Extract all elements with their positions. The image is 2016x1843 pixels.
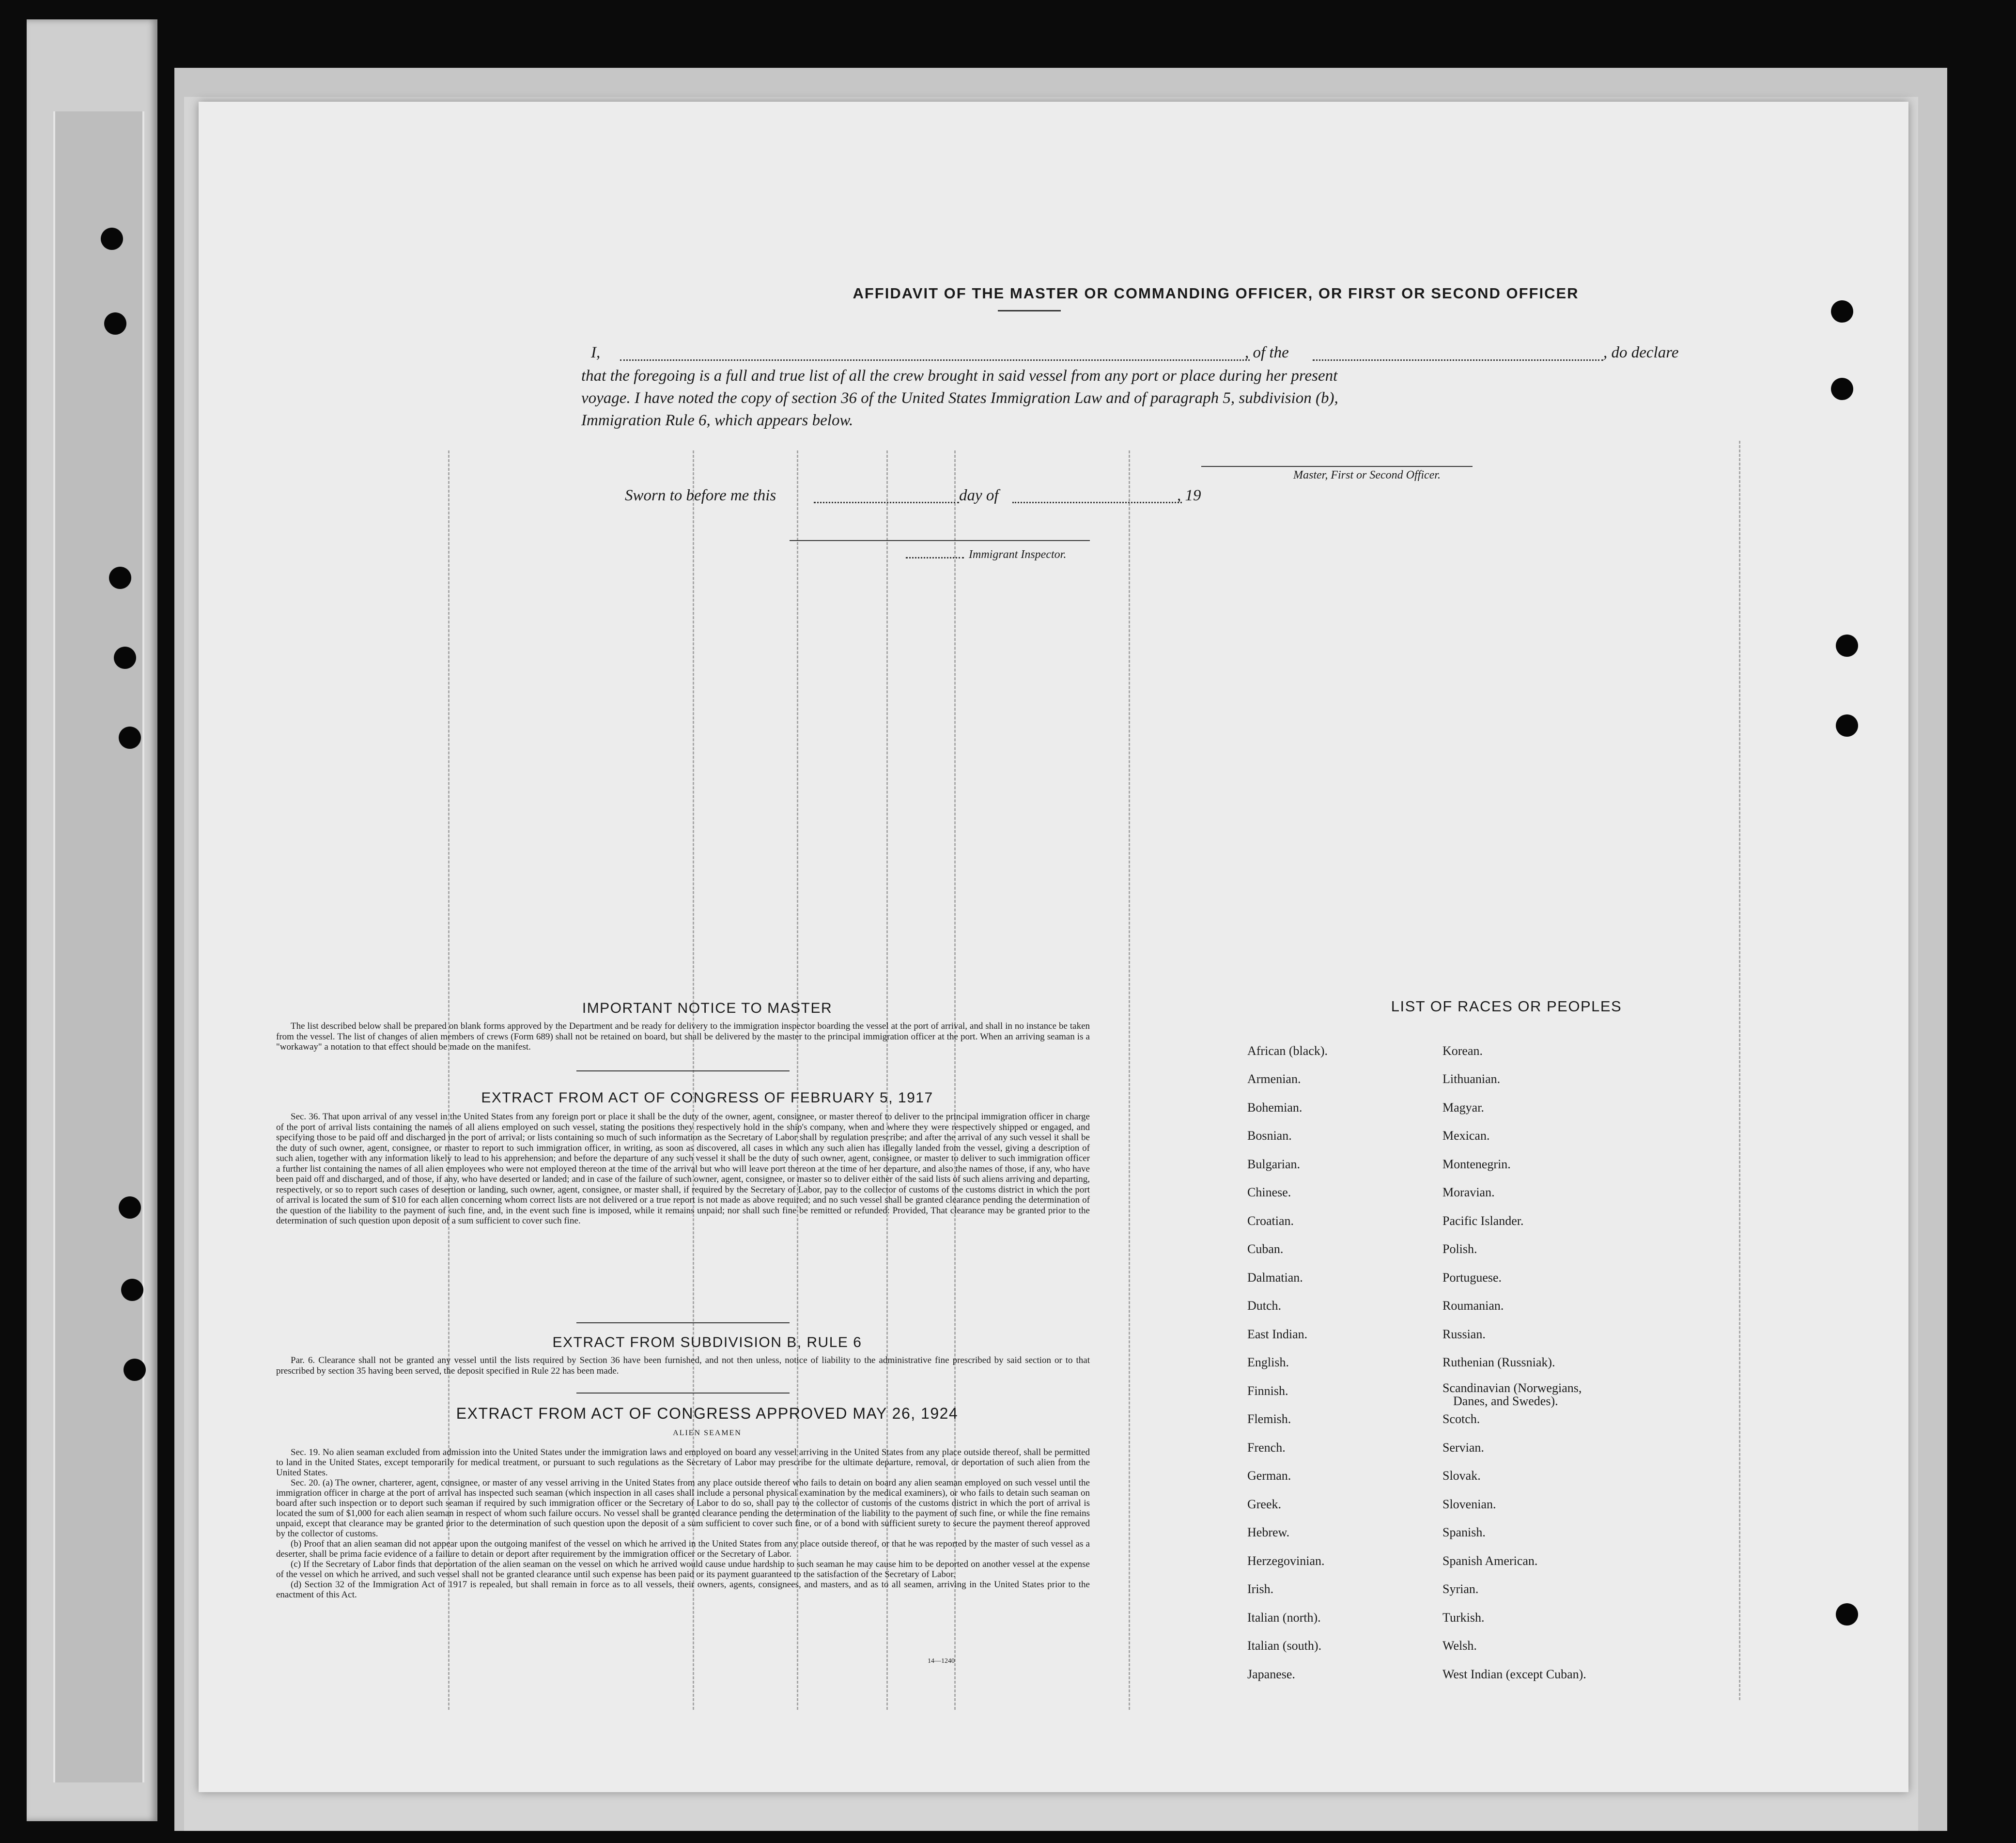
race-item: Scotch. [1442,1412,1480,1426]
signature-caption: Master, First or Second Officer. [1293,469,1441,481]
race-item: Cuban. [1247,1242,1284,1256]
affidavit-line-1-end: , do declare [1603,344,1679,361]
extract-1924-paragraph: (d) Section 32 of the Immigration Act of 1917 is repealed, but shall remain in force as to all vessels, their owners, agents, consignees, and masters, and as to all seamen, arriving in the United States prior to the enactment of this Act. [276,1580,1090,1600]
extract-rule6-paragraph: Par. 6. Clearance shall not be granted any vessel until the lists required by Section 36 have been furnished, and not then unless, notice of liability to the administrative fine prescribed by said section or to that prescribed by section 35 having been served, the deposit specified in Rule 22 has been made. [276,1355,1090,1376]
race-item: German. [1247,1469,1291,1483]
extract-1917-heading: EXTRACT FROM ACT OF CONGRESS OF FEBRUARY 5, 1917 [481,1090,933,1106]
binder-hole [1831,300,1853,323]
binder-hole [121,1279,143,1301]
binder-hole [124,1359,146,1381]
binder-hole [1836,635,1858,657]
race-item: Turkish. [1442,1611,1485,1625]
race-item: Italian (north). [1247,1611,1321,1625]
sworn-month-blank [1012,502,1182,503]
binder-hole [119,1196,141,1219]
extract-1917-paragraph: Sec. 36. That upon arrival of any vessel in the United States from any foreign port or place it shall be the duty of the owner, agent, consignee, or master thereof to deliver to the principal immigration officer in charge of the port of arrival lists containing the names of all aliens employed on such vessel, stating the positions they respectively hold in the ship's company, when and where they were respectively shipped or engaged, and specifying those to be paid off and discharged in the port of arrival; or lists containing so much of such information as the Secretary of Labor shall by regulation prescribe; and after the arrival of any such vessel it shall be the duty of such owner, agent, consignee, or master to report to such immigration officer, in writing, as soon as discovered, all cases in which any such alien has illegally landed from the vessel, giving a description of such alien, together with any information likely to lead to his apprehension; and before the departure of any such vessel it shall be the duty of such owner, agent, consignee, or master to deliver to such immigration officer a further list containing the names of all alien employees who were not employed thereon at the time of the arrival but who will leave port thereon at the time of her departure, and also the names of those, if any, who have been paid off and discharged, and of those, if any, who have deserted or landed; and in case of the failure of such owner, agent, consignee, or master so to deliver either of the said lists of such aliens arriving and departing, respectively, or so to report such cases of desertion or landing, such owner, agent, consignee, or master shall, if required by the Secretary of Labor, pay to the collector of customs of the customs district in which the port of arrival is located the sum of $10 for each alien concerning whom correct lists are not delivered or a true report is not made as above required; and no such vessel shall be granted clearance pending the determination of the question of the liability to the payment of such fine, and, in the event such fine is imposed, while it remains unpaid; nor shall such fine be remitted or refunded: Provided, That clearance may be granted prior to the determination of such question upon deposit of a sum sufficient to cover such fine. [276,1112,1090,1226]
binder-hole [109,567,131,589]
binder-hole [1831,378,1853,400]
notice-heading: IMPORTANT NOTICE TO MASTER [582,1000,833,1016]
left-binding-edge [53,111,144,1782]
sworn-day-blank [814,502,959,503]
race-item: Greek. [1247,1497,1282,1511]
race-item: Moravian. [1442,1185,1495,1199]
race-item: Pacific Islander. [1442,1214,1524,1228]
race-item: Japanese. [1247,1667,1295,1681]
affidavit-line-3: voyage. I have noted the copy of section 36 of the United States Immigration Law and of paragraph 5, subdivision (b), [581,389,1338,407]
title-underline [998,310,1061,311]
race-item: Welsh. [1442,1639,1477,1653]
race-item: Ruthenian (Russniak). [1442,1355,1555,1369]
extract-1924-paragraph: Sec. 20. (a) The owner, charterer, agent, consignee, or master of any vessel arriving in the United States from any place outside thereof who fails to detain on board any alien seaman employed on such vessel until the immigration officer in charge at the port of arrival has inspected such seaman (which inspection in all cases shall include a personal physical examination by the medical examiners), or who fails to detain such seaman on board after such inspection or to deport such seaman if required by such immigration officer or the Secretary of Labor to do so, shall pay to the collector of customs of the customs district in which the port of arrival is located the sum of $1,000 for each alien seaman in respect of whom such failure occurs. No vessel shall be granted clearance pending the determination of the liability to the payment of such fine, or while the fine remains unpaid, except that clearance may be granted prior to the determination of such question upon the deposit of a sum sufficient to cover such fine, or of a bond with sufficient surety to secure the payment thereof approved by the collector of customs. [276,1478,1090,1539]
race-item: Dutch. [1247,1299,1282,1313]
binder-hole [119,727,141,749]
extract-1924-paragraph: (b) Proof that an alien seaman did not appear upon the outgoing manifest of the vessel on which he arrived in the United States from any place outside thereof, or that he was reported by the master of such vessel as a deserter, shall be prima facie evidence of a failure to detain or deport after requirement by the immigration officer or the Secretary of Labor. [276,1539,1090,1559]
race-item-continued: Danes, and Swedes). [1453,1394,1558,1408]
race-item: English. [1247,1355,1289,1369]
extract-1924-text [276,1447,1090,1600]
alien-seamen-subheading: ALIEN SEAMEN [673,1429,742,1437]
race-item: Chinese. [1247,1185,1291,1199]
race-item: Dalmatian. [1247,1270,1303,1285]
sworn-end: , 19 [1177,487,1201,504]
sworn-start: Sworn to before me this [625,487,776,504]
race-item: Roumanian. [1442,1299,1504,1313]
race-item: Portuguese. [1442,1270,1502,1285]
vessel-blank [1313,359,1603,361]
affidavit-line-2: that the foregoing is a full and true list of all the crew brought in said vessel from any port or place during her present [581,367,1338,385]
race-item: Polish. [1442,1242,1477,1256]
race-item: Magyar. [1442,1100,1484,1115]
race-item: Hebrew. [1247,1525,1290,1539]
binder-hole [1836,1603,1858,1626]
race-item: Bosnian. [1247,1129,1292,1143]
extract-rule6-text [276,1355,1090,1376]
inspector-dotted-line [906,557,964,558]
race-item: Italian (south). [1247,1639,1322,1653]
binder-hole [104,312,126,335]
extract-1924-paragraph: Sec. 19. No alien seaman excluded from admission into the United States under the immigration laws and employed on board any vessel arriving in the United States from any place outside thereof, shall be permitted to land in the United States, except temporarily for medical treatment, or pursuant to such regulations as the Secretary of Labor may prescribe for the ultimate departure, removal, or deportation of such alien from the United States. [276,1447,1090,1478]
binder-hole [101,228,123,250]
affidavit-page [199,102,1908,1792]
affidavit-title: AFFIDAVIT OF THE MASTER OR COMMANDING OFFICER, OR FIRST OR SECOND OFFICER [853,285,1579,302]
extract-1917-text [276,1112,1090,1226]
race-item: Syrian. [1442,1582,1479,1596]
race-item: Scandinavian (Norwegians, [1442,1381,1582,1395]
sworn-mid: day of [959,487,999,504]
races-heading: LIST OF RACES OR PEOPLES [1391,998,1622,1015]
extract-rule6-heading: EXTRACT FROM SUBDIVISION B, RULE 6 [552,1334,862,1350]
race-item: Bulgarian. [1247,1157,1301,1171]
race-item: Slovenian. [1442,1497,1496,1511]
race-item: Croatian. [1247,1214,1294,1228]
bleed-through-column [1739,441,1740,1700]
race-item: African (black). [1247,1044,1328,1058]
race-item: Irish. [1247,1582,1274,1596]
race-item: Korean. [1442,1044,1483,1058]
race-item: East Indian. [1247,1327,1308,1341]
affidavit-line-4: Immigration Rule 6, which appears below. [581,412,853,429]
race-item: Spanish. [1442,1525,1486,1539]
notice-paragraph: The list described below shall be prepared on blank forms approved by the Department and be ready for delivery to the immigration inspector boarding the vessel at the port of arrival, and shall in no instance be taken from the vessel. The list of changes of alien members of crews (Form 689) shall not be retained on board, but shall be delivered by the master to the principal immigration officer at the port. When an arriving seaman is a "workaway" a notation to that effect should be made on the manifest. [276,1021,1090,1052]
signature-line [1201,466,1473,467]
race-item: Mexican. [1442,1129,1490,1143]
form-number: 14—1240 [928,1657,955,1665]
race-item: Servian. [1442,1440,1484,1455]
affidavit-line-1-start: I, [591,344,601,361]
divider [576,1322,790,1323]
race-item: West Indian (except Cuban). [1442,1667,1586,1681]
name-blank [620,359,1250,361]
race-item: Spanish American. [1442,1554,1538,1568]
race-item: Russian. [1442,1327,1486,1341]
extract-1924-heading: EXTRACT FROM ACT OF CONGRESS APPROVED MAY 26, 1924 [456,1405,959,1422]
race-item: Herzegovinian. [1247,1554,1325,1568]
race-item: Slovak. [1442,1469,1481,1483]
extract-1924-paragraph: (c) If the Secretary of Labor finds that deportation of the alien seaman on the vessel on which he arrived would cause undue hardship to such seaman he may cause him to be deported on another vessel at the expense of the vessel on which he arrived, and such vessel shall not be granted clearance until such expense has been paid or its payment guaranteed to the satisfaction of the Secretary of Labor. [276,1559,1090,1580]
race-item: Lithuanian. [1442,1072,1501,1086]
notice-text [276,1021,1090,1053]
binder-hole [114,647,136,669]
binder-hole [1836,714,1858,737]
race-item: French. [1247,1440,1286,1455]
bleed-through-column [1129,450,1130,1710]
divider [576,1070,790,1071]
inspector-signature-line [790,540,1090,541]
race-item: Armenian. [1247,1072,1301,1086]
race-item: Montenegrin. [1442,1157,1511,1171]
divider [576,1393,790,1394]
race-item: Bohemian. [1247,1100,1303,1115]
affidavit-line-1-mid: , of the [1245,344,1289,361]
inspector-caption: Immigrant Inspector. [969,548,1067,561]
race-item: Finnish. [1247,1384,1288,1398]
race-item: Flemish. [1247,1412,1291,1426]
